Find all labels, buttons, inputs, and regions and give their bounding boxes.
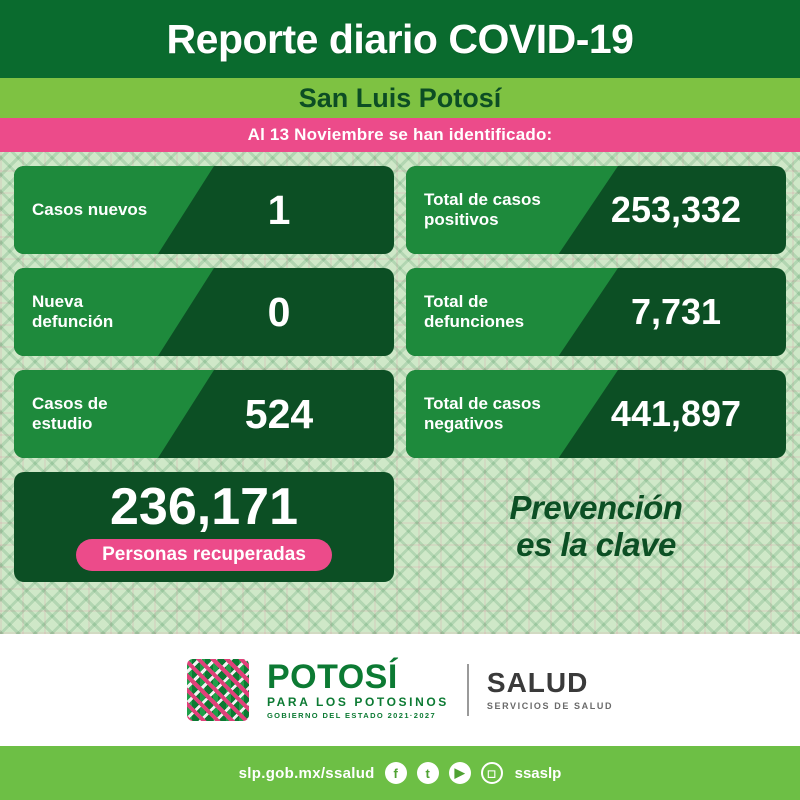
salud-logo-title: SALUD xyxy=(486,667,589,698)
footer-logos xyxy=(0,634,800,746)
youtube-icon[interactable]: ▶ xyxy=(449,762,471,784)
stat-card-casos-de-estudio xyxy=(14,370,394,458)
stats-body xyxy=(0,152,800,634)
recovered-value: 236,171 xyxy=(110,478,298,536)
state-name: San Luis Potosí xyxy=(298,82,502,113)
prevention-line-1: Prevención xyxy=(509,489,683,527)
stat-card-nueva-defuncion xyxy=(14,268,394,356)
stat-value: 524 xyxy=(244,390,314,437)
potosi-logo-government: GOBIERNO DEL ESTADO 2021·2027 xyxy=(266,711,437,721)
stat-label: Total de casos negativos xyxy=(424,394,541,433)
twitter-icon[interactable]: t xyxy=(417,762,439,784)
stat-card-total-defunciones xyxy=(406,268,786,356)
stat-label: Total de defunciones xyxy=(424,292,525,331)
stat-card-total-casos-negativos xyxy=(406,370,786,458)
salud-wordmark xyxy=(487,669,613,711)
social-handle[interactable]: ssaslp xyxy=(514,764,562,782)
stat-label: Total de casos positivos xyxy=(424,190,541,229)
potosi-wordmark xyxy=(267,660,449,720)
stat-card-total-casos-positivos xyxy=(406,166,786,254)
header-title-bar xyxy=(0,0,800,78)
stat-value: 7,731 xyxy=(630,291,722,332)
stat-label: Casos nuevos xyxy=(32,200,148,220)
recovered-label: Personas recuperadas xyxy=(76,539,332,571)
header-subtitle-bar xyxy=(0,78,800,118)
footer-contact-bar xyxy=(0,746,800,800)
header-date-bar xyxy=(0,118,800,152)
stats-grid xyxy=(14,166,786,458)
instagram-icon[interactable]: ◻ xyxy=(481,762,503,784)
stat-value: 0 xyxy=(267,288,291,335)
stat-value: 1 xyxy=(267,186,291,233)
bottom-row xyxy=(14,472,786,582)
page-title: Reporte diario COVID-19 xyxy=(166,15,634,62)
website-url[interactable]: slp.gob.mx/ssalud xyxy=(238,764,375,782)
potosi-logo-title: POTOSÍ xyxy=(266,658,398,697)
salud-logo-subtitle: SERVICIOS DE SALUD xyxy=(486,701,614,711)
report-date-line: Al 13 Noviembre se han identificado: xyxy=(247,125,553,144)
recovered-card xyxy=(14,472,394,582)
prevention-slogan xyxy=(406,472,786,582)
stat-value: 441,897 xyxy=(610,393,742,434)
potosi-pattern-logo-icon xyxy=(187,659,249,721)
stat-value: 253,332 xyxy=(610,189,742,230)
prevention-line-2: es la clave xyxy=(516,526,676,563)
stat-label: Nueva defunción xyxy=(32,292,114,331)
potosi-logo-tagline: PARA LOS POTOSINOS xyxy=(266,695,449,710)
logo-divider xyxy=(467,664,469,716)
facebook-icon[interactable]: f xyxy=(385,762,407,784)
stat-card-casos-nuevos xyxy=(14,166,394,254)
stat-label: Casos de estudio xyxy=(32,394,108,433)
